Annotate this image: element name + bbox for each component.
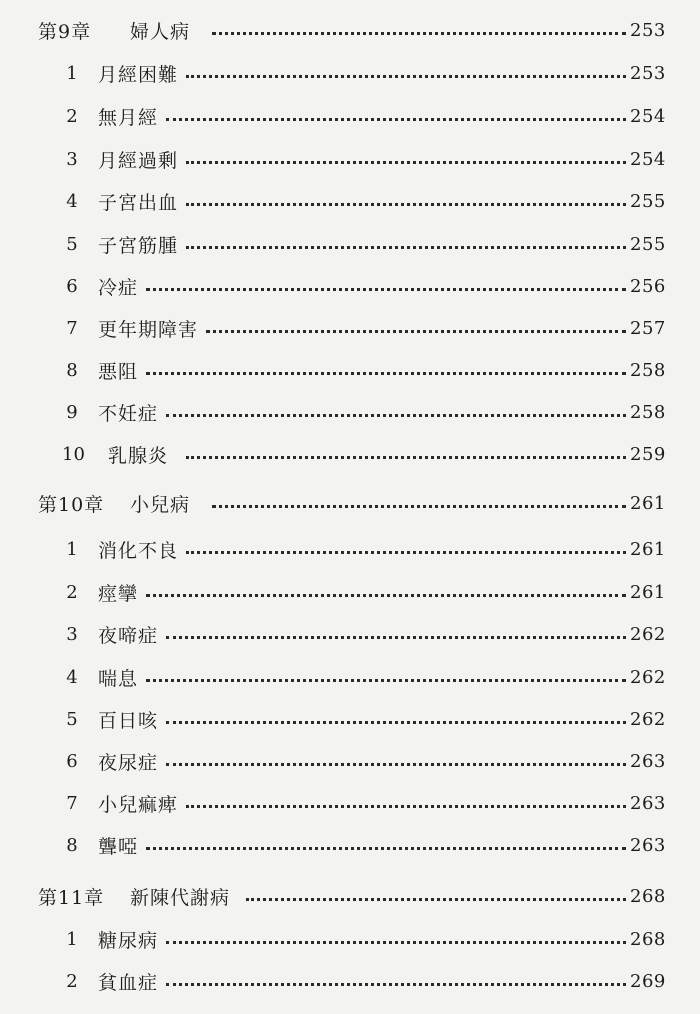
page-number: 269 — [630, 970, 666, 992]
entry-title: 聾啞 — [98, 835, 139, 858]
dot-leader — [186, 203, 626, 206]
entry-number: 2 — [66, 970, 78, 992]
page-number: 257 — [630, 317, 666, 339]
page-number: 256 — [630, 275, 666, 297]
toc-entry — [0, 532, 700, 566]
page-number: 255 — [630, 233, 666, 255]
dot-leader — [212, 505, 626, 508]
dot-leader — [166, 414, 626, 417]
entry-title: 喘息 — [98, 667, 139, 690]
entry-title: 月經困難 — [98, 63, 179, 86]
entry-number: 4 — [66, 190, 78, 212]
entry-number: 1 — [66, 928, 78, 950]
entry-title: 貧血症 — [98, 971, 159, 994]
dot-leader — [246, 898, 626, 901]
entry-number: 4 — [66, 666, 78, 688]
dot-leader — [166, 721, 626, 724]
toc-entry — [0, 227, 700, 261]
dot-leader — [186, 246, 626, 249]
toc-entry — [0, 660, 700, 694]
toc-entry — [0, 828, 700, 862]
page-number: 254 — [630, 105, 666, 127]
page-number: 259 — [630, 443, 666, 465]
dot-leader — [186, 75, 626, 78]
page-number: 258 — [630, 401, 666, 423]
entry-title: 痙攣 — [98, 582, 139, 605]
entry-number: 5 — [66, 708, 78, 730]
entry-number: 6 — [66, 275, 78, 297]
dot-leader — [186, 805, 626, 808]
toc-entry — [0, 964, 700, 998]
page-number: 261 — [630, 538, 666, 560]
toc-entry — [0, 184, 700, 218]
chapter-title: 新陳代謝病 — [130, 886, 231, 909]
entry-title: 百日咳 — [98, 709, 159, 732]
toc-entry — [0, 56, 700, 90]
entry-title: 消化不良 — [98, 539, 179, 562]
dot-leader — [166, 763, 626, 766]
toc-entry — [0, 353, 700, 387]
entry-number: 3 — [66, 623, 78, 645]
entry-title: 夜啼症 — [98, 624, 159, 647]
chapter-title: 婦人病 — [130, 20, 191, 43]
page-number: 258 — [630, 359, 666, 381]
page-number: 268 — [630, 928, 666, 950]
chapter-label: 第9章 — [38, 20, 92, 43]
toc-entry — [0, 786, 700, 820]
toc-entry — [0, 311, 700, 345]
page-number: 262 — [630, 666, 666, 688]
entry-number: 7 — [66, 317, 78, 339]
entry-number: 6 — [66, 750, 78, 772]
page-number: 263 — [630, 750, 666, 772]
toc-entry — [0, 744, 700, 778]
dot-leader — [146, 288, 626, 291]
chapter-heading — [0, 486, 700, 520]
entry-title: 悪阻 — [98, 360, 139, 383]
dot-leader — [146, 372, 626, 375]
entry-number: 3 — [66, 148, 78, 170]
toc-entry — [0, 922, 700, 956]
chapter-title: 小兒病 — [130, 493, 191, 516]
dot-leader — [166, 941, 626, 944]
entry-number: 8 — [66, 834, 78, 856]
entry-title: 子宮筋腫 — [98, 234, 179, 257]
dot-leader — [206, 330, 626, 333]
page-number: 255 — [630, 190, 666, 212]
page-number: 261 — [630, 492, 666, 514]
entry-title: 乳腺炎 — [108, 444, 169, 467]
page-number: 263 — [630, 792, 666, 814]
toc-entry — [0, 617, 700, 651]
dot-leader — [212, 32, 626, 35]
entry-title: 月經過剰 — [98, 149, 179, 172]
entry-title: 不妊症 — [98, 402, 159, 425]
dot-leader — [166, 636, 626, 639]
toc-entry — [0, 269, 700, 303]
dot-leader — [186, 161, 626, 164]
entry-number: 2 — [66, 581, 78, 603]
entry-title: 夜尿症 — [98, 751, 159, 774]
dot-leader — [146, 847, 626, 850]
entry-title: 小兒痲痺 — [98, 793, 179, 816]
page-number: 262 — [630, 708, 666, 730]
entry-number: 8 — [66, 359, 78, 381]
page-number: 262 — [630, 623, 666, 645]
toc-entry — [0, 702, 700, 736]
entry-number: 1 — [66, 538, 78, 560]
toc-entry — [0, 395, 700, 429]
page-number: 268 — [630, 885, 666, 907]
page-number: 253 — [630, 19, 666, 41]
dot-leader — [166, 118, 626, 121]
page-number: 261 — [630, 581, 666, 603]
entry-title: 無月經 — [98, 106, 159, 129]
entry-title: 糖尿病 — [98, 929, 159, 952]
entry-number: 1 — [66, 62, 78, 84]
entry-title: 更年期障害 — [98, 318, 199, 341]
entry-title: 子宮出血 — [98, 191, 179, 214]
page-number: 253 — [630, 62, 666, 84]
toc-entry — [0, 575, 700, 609]
dot-leader — [186, 551, 626, 554]
entry-number: 10 — [62, 443, 85, 465]
chapter-label: 第10章 — [38, 493, 105, 516]
dot-leader — [186, 456, 626, 459]
dot-leader — [146, 679, 626, 682]
entry-number: 7 — [66, 792, 78, 814]
page-number: 263 — [630, 834, 666, 856]
dot-leader — [146, 594, 626, 597]
toc-entry — [0, 142, 700, 176]
chapter-label: 第11章 — [38, 886, 105, 909]
chapter-heading — [0, 879, 700, 913]
chapter-heading — [0, 13, 700, 47]
entry-number: 5 — [66, 233, 78, 255]
toc-entry — [0, 437, 700, 471]
entry-number: 9 — [66, 401, 78, 423]
toc-entry — [0, 99, 700, 133]
entry-title: 冷症 — [98, 276, 139, 299]
page-number: 254 — [630, 148, 666, 170]
dot-leader — [166, 983, 626, 986]
entry-number: 2 — [66, 105, 78, 127]
